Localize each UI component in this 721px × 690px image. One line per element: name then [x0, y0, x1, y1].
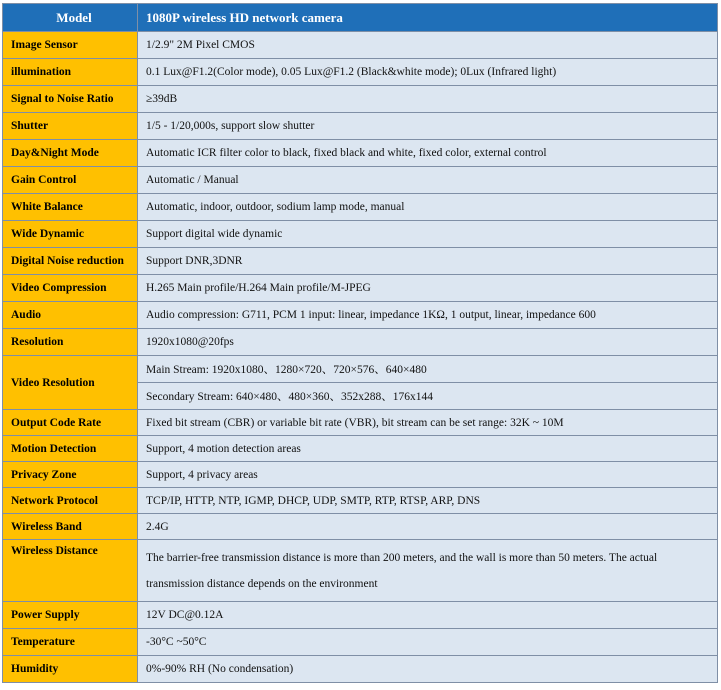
table-row — [3, 275, 718, 302]
table-row — [3, 32, 718, 59]
header-label: Model — [3, 4, 138, 32]
table-row — [3, 329, 718, 356]
row-value: Support, 4 privacy areas — [138, 462, 718, 488]
table-row — [3, 488, 718, 514]
row-value: H.265 Main profile/H.264 Main profile/M-JPEG — [138, 275, 718, 302]
table-row — [3, 602, 718, 629]
header-value: 1080P wireless HD network camera — [138, 4, 718, 32]
row-value: 2.4G — [138, 514, 718, 540]
table-row — [3, 167, 718, 194]
table-row — [3, 436, 718, 462]
row-value: Automatic / Manual — [138, 167, 718, 194]
row-value: 12V DC@0.12A — [138, 602, 718, 629]
table-header-row — [3, 4, 718, 32]
row-label: illumination — [3, 59, 138, 86]
row-value: Automatic, indoor, outdoor, sodium lamp mode, manual — [138, 194, 718, 221]
table-row — [3, 221, 718, 248]
row-label: Resolution — [3, 329, 138, 356]
table-row — [3, 59, 718, 86]
row-label: Power Supply — [3, 602, 138, 629]
row-label: Privacy Zone — [3, 462, 138, 488]
row-label: Network Protocol — [3, 488, 138, 514]
table-row — [3, 302, 718, 329]
row-value: Fixed bit stream (CBR) or variable bit rate (VBR), bit stream can be set range: 32K ~ 10M — [138, 410, 718, 436]
table-row — [3, 248, 718, 275]
spec-table — [2, 3, 718, 683]
row-label: Audio — [3, 302, 138, 329]
row-label: Temperature — [3, 629, 138, 656]
table-row — [3, 140, 718, 167]
row-label: Motion Detection — [3, 436, 138, 462]
table-row — [3, 410, 718, 436]
table-row — [3, 194, 718, 221]
row-label: Day&Night Mode — [3, 140, 138, 167]
row-label: Signal to Noise Ratio — [3, 86, 138, 113]
row-value: -30°C ~50°C — [138, 629, 718, 656]
table-row — [3, 113, 718, 140]
table-row — [3, 629, 718, 656]
row-value: 1920x1080@20fps — [138, 329, 718, 356]
row-value: Audio compression: G711, PCM 1 input: linear, impedance 1KΩ, 1 output, linear, impedance 600 — [138, 302, 718, 329]
row-value: 1/2.9" 2M Pixel CMOS — [138, 32, 718, 59]
row-value: ≥39dB — [138, 86, 718, 113]
row-label: Video Compression — [3, 275, 138, 302]
table-row — [3, 514, 718, 540]
row-label: White Balance — [3, 194, 138, 221]
table-row — [3, 462, 718, 488]
row-label: Shutter — [3, 113, 138, 140]
row-value: The barrier-free transmission distance is more than 200 meters, and the wall is more than 50 meters. The actual transmission distance depends on the environment — [138, 540, 718, 602]
row-label: Digital Noise reduction — [3, 248, 138, 275]
row-value: TCP/IP, HTTP, NTP, IGMP, DHCP, UDP, SMTP, RTP, RTSP, ARP, DNS — [138, 488, 718, 514]
row-label: Wireless Band — [3, 514, 138, 540]
row-value: Automatic ICR filter color to black, fixed black and white, fixed color, external control — [138, 140, 718, 167]
row-value: 0.1 Lux@F1.2(Color mode), 0.05 Lux@F1.2 (Black&white mode); 0Lux (Infrared light) — [138, 59, 718, 86]
row-label: Gain Control — [3, 167, 138, 194]
row-value: Support DNR,3DNR — [138, 248, 718, 275]
table-row — [3, 540, 718, 602]
row-value: Support digital wide dynamic — [138, 221, 718, 248]
table-row — [3, 656, 718, 683]
table-row — [3, 86, 718, 113]
table-row — [3, 356, 718, 383]
row-label: Wireless Distance — [3, 540, 138, 602]
row-value: Support, 4 motion detection areas — [138, 436, 718, 462]
row-label: Video Resolution — [3, 356, 138, 410]
row-label: Output Code Rate — [3, 410, 138, 436]
row-label: Wide Dynamic — [3, 221, 138, 248]
row-label: Humidity — [3, 656, 138, 683]
row-value: 0%-90% RH (No condensation) — [138, 656, 718, 683]
row-value-secondary-stream: Secondary Stream: 640×480、480×360、352x288、176x144 — [138, 383, 718, 410]
row-value: 1/5 - 1/20,000s, support slow shutter — [138, 113, 718, 140]
row-label: Image Sensor — [3, 32, 138, 59]
row-value-main-stream: Main Stream: 1920x1080、1280×720、720×576、640×480 — [138, 356, 718, 383]
